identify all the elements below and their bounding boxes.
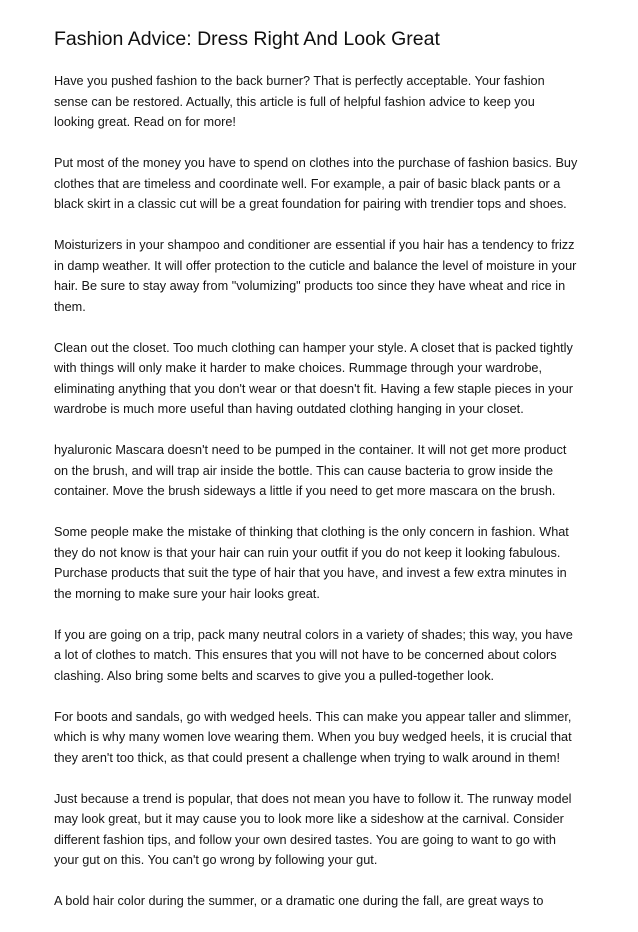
paragraph-line: clothes that are timeless and coordinate well. For example, a pair of basic black pants or a <box>54 176 561 191</box>
paragraph <box>54 71 594 133</box>
paragraph-line: with things will only make it harder to make choices. Rummage through your wardrobe, <box>54 361 542 375</box>
paragraph-line: container. Move the brush sideways a little if you need to get more mascara on the brush. <box>54 484 556 498</box>
document-body <box>54 71 594 912</box>
paragraph <box>54 789 594 871</box>
paragraph <box>54 891 594 912</box>
paragraph <box>54 153 594 215</box>
paragraph <box>54 707 594 769</box>
paragraph <box>54 235 594 317</box>
paragraph-line: Just because a trend is popular, that does not mean you have to follow it. The runway model <box>54 791 572 806</box>
paragraph-line: For boots and sandals, go with wedged heels. This can make you appear taller and slimmer, <box>54 709 572 724</box>
paragraph-line: Purchase products that suit the type of hair that you have, and invest a few extra minutes in <box>54 566 567 580</box>
paragraph-line: Moisturizers in your shampoo and conditioner are essential if you hair has a tendency to frizz <box>54 238 575 252</box>
paragraph-line: which is why many women love wearing them. When you buy wedged heels, it is crucial that <box>54 730 572 744</box>
paragraph-line: clashing. Also bring some belts and scarves to give you a pulled-together look. <box>54 668 495 683</box>
paragraph-line: them. <box>54 299 86 314</box>
paragraph-line: the morning to make sure your hair looks great. <box>54 586 320 601</box>
paragraph-line: Put most of the money you have to spend on clothes into the purchase of fashion basics. Buy <box>54 156 578 170</box>
paragraph-line: they do not know is that your hair can ruin your outfit if you do not keep it looking fabulous. <box>54 545 561 560</box>
paragraph <box>54 522 594 604</box>
paragraph-line: they aren't too thick, as that could present a challenge when trying to walk around in them! <box>54 750 560 765</box>
paragraph <box>54 625 594 687</box>
paragraph-line: A bold hair color during the summer, or a dramatic one during the fall, are great ways to <box>54 894 544 908</box>
paragraph-line: Some people make the mistake of thinking that clothing is the only concern in fashion. What <box>54 525 569 539</box>
paragraph-line: hyaluronic Mascara doesn't need to be pumped in the container. It will not get more product <box>54 443 567 457</box>
paragraph-line: looking great. Read on for more! <box>54 115 236 129</box>
document-page <box>54 26 594 932</box>
paragraph-line: If you are going on a trip, pack many neutral colors in a variety of shades; this way, you have <box>54 627 573 642</box>
paragraph-line: your gut on this. You can't go wrong by following your gut. <box>54 853 378 867</box>
paragraph <box>54 440 594 502</box>
paragraph-line: may look great, but it may cause you to look more like a sideshow at the carnival. Consider <box>54 812 564 826</box>
paragraph-line: on the brush, and will trap air inside the bottle. This can cause bacteria to grow inside the <box>54 463 554 478</box>
paragraph-line: hair. Be sure to stay away from "volumizing" products too since they have wheat and rice in <box>54 279 566 293</box>
paragraph-line: sense can be restored. Actually, this article is full of helpful fashion advice to keep you <box>54 94 535 109</box>
paragraph-line: wardrobe is much more useful than having outdated clothing hanging in your closet. <box>54 402 524 416</box>
paragraph <box>54 338 594 420</box>
paragraph-line: eliminating anything that you don't wear or that doesn't fit. Having a few staple pieces in your <box>54 381 573 396</box>
paragraph-line: black skirt in a classic cut will be a great foundation for pairing with trendier tops and shoes. <box>54 197 567 211</box>
paragraph-line: Have you pushed fashion to the back burner? That is perfectly acceptable. Your fashion <box>54 74 545 88</box>
paragraph-line: in damp weather. It will offer protection to the cuticle and balance the level of moisture in your <box>54 258 577 273</box>
paragraph-line: different fashion tips, and follow your own desired tastes. You are going to want to go with <box>54 832 556 847</box>
document-title: Fashion Advice: Dress Right And Look Great <box>54 28 440 50</box>
paragraph-line: Clean out the closet. Too much clothing can hamper your style. A closet that is packed tightly <box>54 340 573 355</box>
paragraph-line: a lot of clothes to match. This ensures that you will not have to be concerned about colors <box>54 648 557 662</box>
